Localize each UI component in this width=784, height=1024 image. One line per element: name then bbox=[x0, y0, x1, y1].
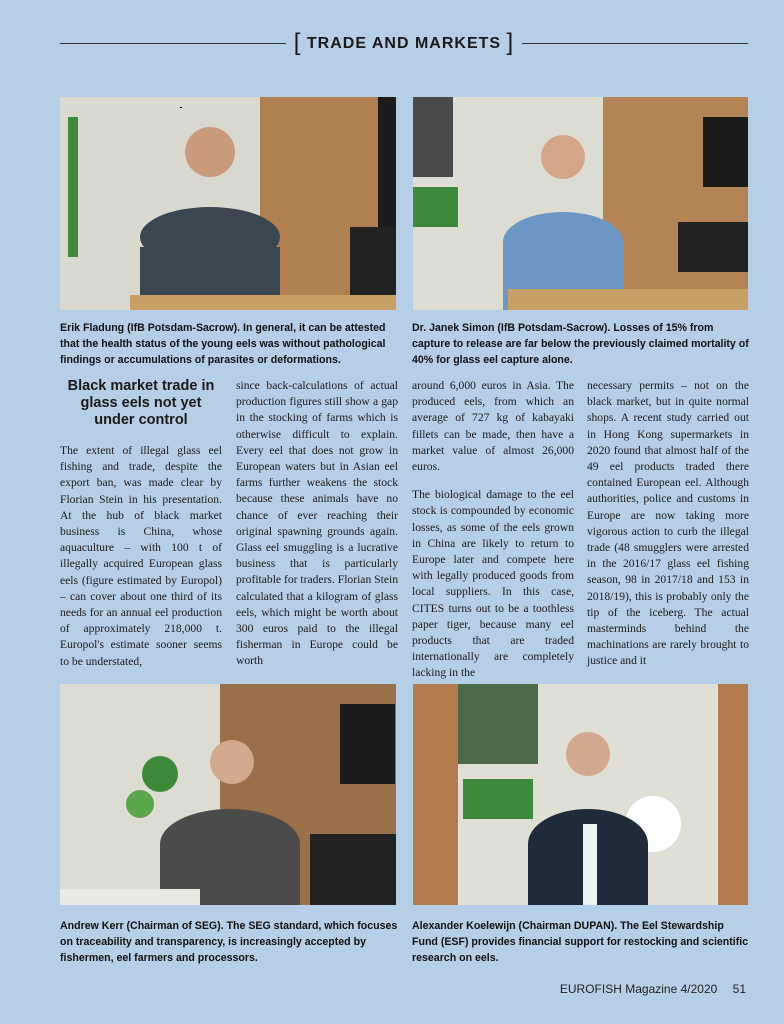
photo-andrew-kerr bbox=[60, 684, 396, 905]
article-column-2 bbox=[236, 378, 398, 682]
section-title: [ TRADE AND MARKETS ] bbox=[293, 29, 515, 56]
article-heading: Black market trade in glass eels not yet under control bbox=[67, 378, 215, 428]
photo-alexander-koelewijn bbox=[413, 684, 748, 905]
paragraph: The biological damage to the eel stock is compounded by economic losses, as some of the eels grown in China are likely to return to Europe later and compete here with legally produced goods from local suppliers. In this case, CITES turns out to be a toothless paper tiger, because many eel products that are traded internationally are completely lacking in the bbox=[412, 488, 574, 680]
caption-top-left: Erik Fladung (IfB Potsdam-Sacrow). In general, it can be attested that the health status of the young eels was without pathological findings or accumulations of parasites or deformations. bbox=[60, 322, 386, 366]
section-header bbox=[60, 28, 748, 58]
article-column-4 bbox=[587, 378, 749, 682]
paragraph: necessary permits – not on the black market, but in quite normal shops. A recent study carried out in Hong Kong supermarkets in 2020 found that almost half of the 49 eel products traded there contained European eel. Although authorities, police and customs in Europe are now taking more vigorous action to curb the illegal trade (48 smugglers were arrested in the 2016/17 glass eel fishing season, 98 in 2017/18 and 153 in 2018/19), this is probably only the tip of the iceberg. The actual masterminds behind the machinations are rarely brought to justice and it bbox=[587, 379, 749, 668]
photo-erik-fladung bbox=[60, 97, 396, 310]
paragraph: since back-calculations of actual production figures still show a gap in the stocking of farms which is otherwise difficult to explain. Every eel that does not grow in European waters but in Asian eel farms further weakens the stock because these animals have no chance of ever reaching their original spawning grounds again. Glass eel smuggling is a lucrative business that is particularly profitable for traders. Florian Stein calculated that a kilogram of glass eels, which might be worth about 300 euros paid to the illegal fisherman in Europe could be worth bbox=[236, 379, 398, 668]
article-column-3 bbox=[412, 378, 574, 694]
header-rule-right bbox=[522, 43, 748, 44]
header-rule-left bbox=[60, 43, 286, 44]
page-number: 51 bbox=[732, 982, 746, 996]
paragraph: The extent of illegal glass eel fishing and trade, despite the export ban, was made clear by Florian Stein in his presentation. At the hub of black market business is China, whose aquaculture – with 100 t of illegally acquired European glass eels (figure estimated by Europol) – can cover about one third of its needs for an annual eel production of approximately 218,000 t. Europol's estimate sooner seems to be understated, bbox=[60, 444, 222, 668]
caption-top-right: Dr. Janek Simon (IfB Potsdam-Sacrow). Losses of 15% from capture to release are far below the previously claimed mortality of 40% for glass eel capture alone. bbox=[412, 322, 749, 366]
caption-bottom-right: Alexander Koelewijn (Chairman DUPAN). The Eel Stewardship Fund (ESF) provides financial support for restocking and scientific research on eels. bbox=[412, 920, 749, 964]
magazine-issue: EUROFISH Magazine 4/2020 bbox=[559, 982, 718, 996]
page-footer bbox=[548, 982, 746, 996]
article-column-1 bbox=[60, 378, 222, 682]
caption-bottom-left: Andrew Kerr (Chairman of SEG). The SEG standard, which focuses on traceability and transparency, is increasingly accepted by fishermen, eel farmers and processors. bbox=[60, 920, 398, 964]
paragraph: around 6,000 euros in Asia. The produced eels, from which an average of 727 kg of kabayaki fillets can be made, then have a market value of almost 26,000 euros. bbox=[412, 379, 574, 474]
photo-janek-simon bbox=[413, 97, 748, 310]
